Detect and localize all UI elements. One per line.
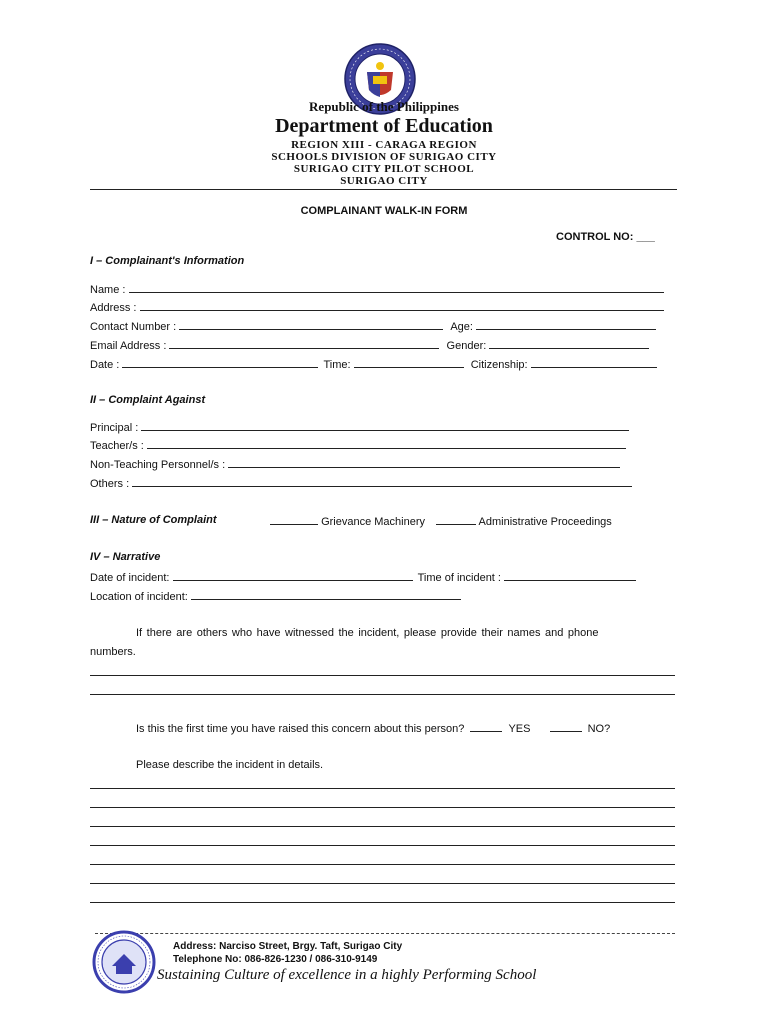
- section1-heading: I – Complainant's Information: [90, 255, 245, 267]
- teachers-field[interactable]: [147, 438, 626, 449]
- city-line: SURIGAO CITY: [340, 175, 428, 187]
- footer-address: Address: Narciso Street, Brgy. Taft, Surigao City: [173, 941, 403, 952]
- department-title: Department of Education: [275, 115, 493, 137]
- others-field[interactable]: [132, 476, 632, 487]
- contact-row: [90, 319, 656, 333]
- gender-field[interactable]: [489, 338, 649, 349]
- nonteaching-field[interactable]: [228, 457, 620, 468]
- administrative-blank[interactable]: [436, 514, 476, 525]
- date-incident-label: Date of incident:: [90, 572, 170, 584]
- footer-motto: Sustaining Culture of excellence in a highly Performing School: [157, 967, 537, 983]
- yes-blank[interactable]: [470, 721, 502, 732]
- teachers-row: [90, 438, 626, 452]
- teachers-label: Teacher/s :: [90, 440, 144, 452]
- date-label: Date :: [90, 359, 120, 371]
- grievance-label: Grievance Machinery: [321, 516, 425, 528]
- location-label: Location of incident:: [90, 591, 188, 603]
- location-row: [90, 589, 461, 603]
- contact-field[interactable]: [179, 319, 443, 330]
- time-field[interactable]: [354, 357, 464, 368]
- form-title: COMPLAINANT WALK-IN FORM: [300, 205, 468, 217]
- gender-label: Gender:: [446, 340, 487, 352]
- email-field[interactable]: [169, 338, 439, 349]
- describe-line-5[interactable]: [90, 864, 675, 865]
- describe-text: Please describe the incident in details.: [136, 759, 324, 771]
- first-time-row: [136, 721, 610, 735]
- section2-heading: II – Complaint Against: [90, 394, 206, 406]
- describe-line-7[interactable]: [90, 902, 675, 903]
- time-incident-label: Time of incident :: [417, 572, 501, 584]
- citizenship-field[interactable]: [531, 357, 657, 368]
- republic-line: Republic of the Philippines: [309, 99, 459, 114]
- describe-line-1[interactable]: [90, 788, 675, 789]
- control-number: CONTROL NO: ___: [556, 231, 655, 243]
- no-blank[interactable]: [550, 721, 582, 732]
- time-label: Time:: [323, 359, 351, 371]
- age-label: Age:: [450, 321, 473, 333]
- administrative-label: Administrative Proceedings: [478, 516, 612, 528]
- describe-line-6[interactable]: [90, 883, 675, 884]
- nonteaching-row: [90, 457, 620, 471]
- date-incident-row: [90, 570, 636, 584]
- describe-line-2[interactable]: [90, 807, 675, 808]
- footer-divider: [95, 933, 675, 934]
- principal-row: [90, 420, 629, 434]
- header-divider: [90, 189, 677, 190]
- address-field[interactable]: [140, 300, 664, 311]
- date-field[interactable]: [122, 357, 318, 368]
- date-incident-field[interactable]: [173, 570, 413, 581]
- witness-line-1[interactable]: [90, 675, 675, 676]
- citizenship-label: Citizenship:: [470, 359, 528, 371]
- section4-heading: IV – Narrative: [90, 551, 161, 563]
- school-seal: [92, 930, 156, 994]
- grievance-blank[interactable]: [270, 514, 318, 525]
- others-row: [90, 476, 632, 490]
- address-row: [90, 300, 664, 314]
- others-label: Others :: [90, 478, 130, 490]
- age-field[interactable]: [476, 319, 656, 330]
- nonteaching-label: Non-Teaching Personnel/s :: [90, 459, 226, 471]
- principal-field[interactable]: [141, 420, 629, 431]
- witness-text-1: If there are others who have witnessed the incident, please provide their names and phone: [136, 627, 599, 639]
- yes-label: YES: [508, 723, 531, 735]
- first-time-question: Is this the first time you have raised this concern about this person?: [136, 723, 465, 735]
- describe-line-3[interactable]: [90, 826, 675, 827]
- contact-label: Contact Number :: [90, 321, 177, 333]
- witness-text-2: numbers.: [90, 646, 136, 658]
- region-line: REGION XIII - CARAGA REGION: [291, 139, 477, 151]
- time-incident-field[interactable]: [504, 570, 636, 581]
- nature-options: [270, 514, 612, 528]
- footer-telephone: Telephone No: 086-826-1230 / 086-310-9149: [173, 954, 378, 965]
- division-line: SCHOOLS DIVISION OF SURIGAO CITY: [271, 151, 497, 163]
- address-label: Address :: [90, 302, 137, 314]
- name-field[interactable]: [129, 282, 664, 293]
- email-row: [90, 338, 649, 352]
- describe-line-4[interactable]: [90, 845, 675, 846]
- witness-line-2[interactable]: [90, 694, 675, 695]
- section3-heading: III – Nature of Complaint: [90, 514, 217, 526]
- no-label: NO?: [587, 723, 611, 735]
- date-row: [90, 357, 657, 371]
- location-field[interactable]: [191, 589, 461, 600]
- name-row: [90, 282, 664, 296]
- school-line: SURIGAO CITY PILOT SCHOOL: [293, 163, 475, 175]
- email-label: Email Address :: [90, 340, 167, 352]
- principal-label: Principal :: [90, 422, 139, 434]
- name-label: Name :: [90, 284, 126, 296]
